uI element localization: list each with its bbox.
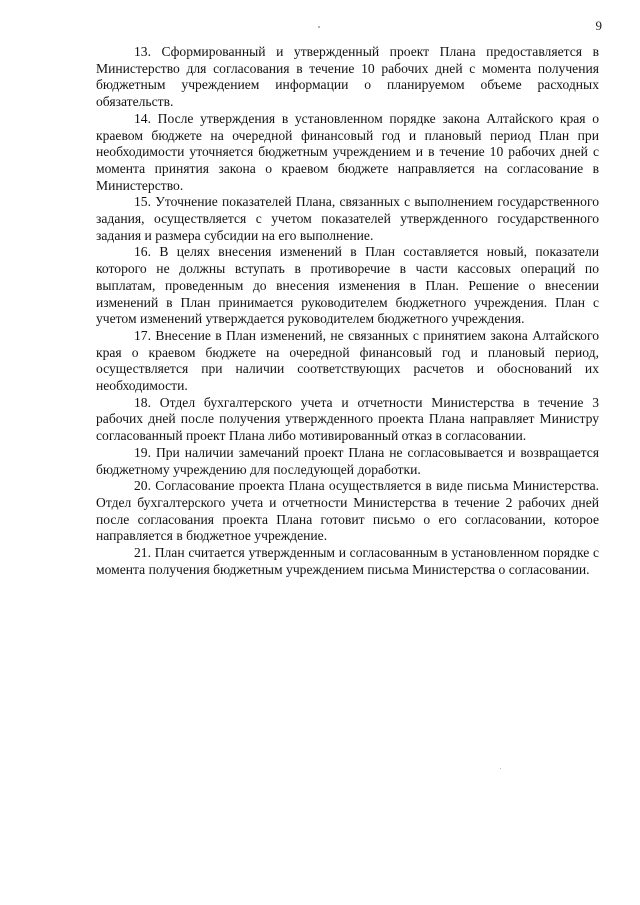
paragraph-21: 21. План считается утвержденным и согласованным в установленном порядке с момента получения бюджетным учреждением письма Министерства о согласовании.: [96, 545, 599, 577]
paragraph-19: 19. При наличии замечаний проект Плана не согласовывается и возвращается бюджетному учреждению для последующей доработки.: [96, 444, 599, 477]
document-body: [96, 44, 599, 579]
paragraph-16: 16. В целях внесения изменений в План составляется новый, показатели которого не должны вступать в противоречие в части кассовых операций по выплатам, проведенным до внесения изменения в План. Решение о внесении изменений в План принимается руководителем бюджетного учреждения. План с учетом изменений утверждается руководителем бюджетного учреждения.: [96, 244, 599, 327]
paragraph-17: 17. Внесение в План изменений, не связанных с принятием закона Алтайского края о краевом бюджете на очередной финансовый год и плановый период, осуществляется при наличии соответствующих расчетов и обоснований их необходимости.: [96, 327, 599, 394]
paragraph-15: 15. Уточнение показателей Плана, связанных с выполнением государственного задания, осуществляется с учетом показателей утвержденного государственного задания и размера субсидии на его выполнение.: [96, 194, 599, 243]
page-number: 9: [595, 18, 602, 33]
paragraph-14: 14. После утверждения в установленном порядке закона Алтайского края о краевом бюджете на очередной финансовый год и плановый период План при необходимости уточняется бюджетным учреждением и в течение 10 рабочих дней с момента принятия закона о краевом бюджете направляется на согласование в Министерство.: [96, 110, 599, 193]
scan-speck: [500, 768, 501, 769]
paragraph-13: 13. Сформированный и утвержденный проект Плана предоставляется в Министерство для согласования в течение 10 рабочих дней с момента получения бюджетным учреждением информации о планируемом объеме расходных обязательств.: [96, 44, 599, 110]
paragraph-20: 20. Согласование проекта Плана осуществляется в виде письма Министерства. Отдел бухгалтерского учета и отчетности Министерства в течение 2 рабочих дней после согласования проекта Плана готовит письмо о его согласовании, которое направляется в бюджетное учреждение.: [96, 478, 599, 544]
paragraph-18: 18. Отдел бухгалтерского учета и отчетности Министерства в течение 3 рабочих дней после получения утвержденного проекта Плана направляет Министру согласованный проект Плана либо мотивированный отказ в согласовании.: [96, 394, 599, 444]
scan-speck: [318, 26, 320, 28]
